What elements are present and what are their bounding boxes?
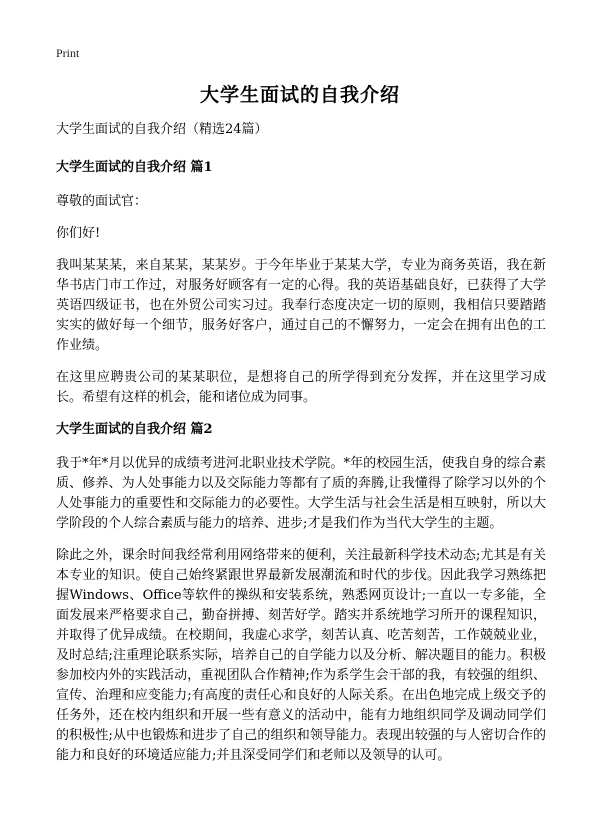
paragraph-skills: 除此之外，课余时间我经常利用网络带来的便利，关注最新科学技术动态;尤其是有关本专业的知识。使自己始终紧跟世界最新发展潮流和时代的步伐。因此我学习熟练把握Windows、Office等软件的操纵和安装系统，熟悉网页设计;一直以一专多能，全面发展来严格要求自己，勤奋拼搏、刻苦好学。踏实并系统地学习所开的课程知识，并取得了优异成绩。在校期间，我虚心求学，刻苦认真、吃苦刻苦，工作兢兢业业，及时总结;注重理论联系实际，培养自己的自学能力以及分析、解决题目的能力。积极参加校内外的实践活动，重视团队合作精神;作为系学生会干部的我，有较强的组织、宣传、治理和应变能力;有高度的责任心和良好的人际关系。在出色地完成上级交予的任务外，还在校内组织和开展一些有意义的活动中，能有力地组织同学及调动同学们的积极性;从中也锻炼和进步了自己的组织和领导能力。表现出较强的与人密切合作的能力和良好的环境适应能力;并且深受同学们和老师以及领导的认可。 [56,548,546,763]
paragraph-salutation: 尊敬的面试官： [56,194,148,209]
print-link[interactable]: Print [56,46,80,60]
page-title: 大学生面试的自我介绍 [199,84,400,106]
section-heading-1: 大学生面试的自我介绍 篇1 [56,160,213,175]
paragraph-greeting: 你们好! [56,226,101,241]
paragraph-school: 我于*年*月以优异的成绩考进河北职业技术学院。*年的校园生活，使我自身的综合素质、修养、为人处事能力以及交际能力等都有了质的奔腾,让我懂得了除学习以外的个人处事能力的重要性和交际能力的必要性。大学生活与社会生活是相互映射，所以大学阶段的个人综合素质与能力的培养、进步;才是我们作为当代大学生的主题。 [56,456,546,531]
document-subtitle: 大学生面试的自我介绍（精选24篇） [56,122,268,137]
paragraph-intro: 我叫某某某，来自某某，某某岁。于今年毕业于某某大学，专业为商务英语，我在新华书店门市工作过，对服务好顾客有一定的心得。我的英语基础良好，已获得了大学英语四级证书，也在外贸公司实习过。我奉行态度决定一切的原则，我相信只要踏踏实实的做好每一个细节，服务好客户，通过自己的不懈努力，一定会在拥有出色的工作业绩。 [56,258,546,353]
paragraph-closing: 在这里应聘贵公司的某某职位，是想将自己的所学得到充分发挥，并在这里学习成长。希望有这样的机会，能和诸位成为同事。 [56,370,546,405]
document-body [56,120,546,778]
section-heading-2: 大学生面试的自我介绍 篇2 [56,422,213,437]
